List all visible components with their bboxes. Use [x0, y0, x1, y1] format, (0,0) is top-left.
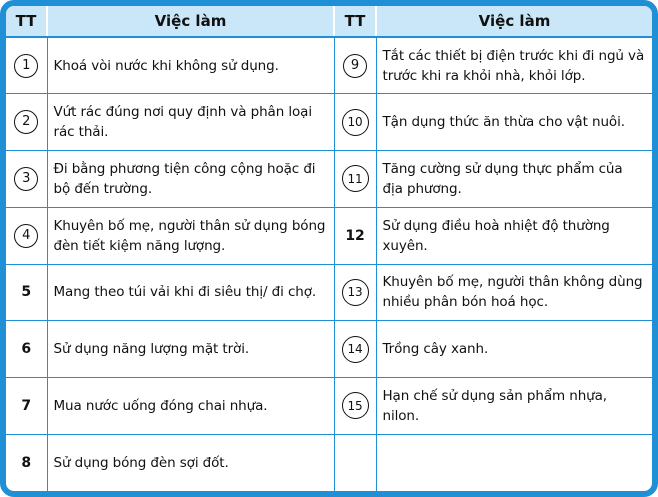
header-tt-left: TT	[6, 6, 47, 37]
right-number: 14	[342, 336, 369, 363]
left-number-cell	[6, 207, 47, 264]
left-number: 4	[14, 224, 38, 248]
right-activity: Sử dụng điều hoà nhiệt độ thường xuyên.	[376, 207, 652, 264]
table-body	[6, 37, 652, 491]
right-activity	[376, 434, 652, 491]
right-activity: Tăng cường sử dụng thực phẩm của địa phương.	[376, 151, 652, 208]
left-activity: Sử dụng năng lượng mặt trời.	[47, 321, 334, 378]
table-row	[6, 207, 652, 264]
left-activity: Mang theo túi vải khi đi siêu thị/ đi chợ.	[47, 264, 334, 321]
right-number-cell	[334, 94, 376, 151]
left-number: 6	[21, 341, 32, 358]
left-number-cell	[6, 264, 47, 321]
left-number-cell	[6, 37, 47, 94]
right-number-cell	[334, 37, 376, 94]
header-tt-right: TT	[334, 6, 376, 37]
header-job-right: Việc làm	[376, 6, 652, 37]
header-job-left: Việc làm	[47, 6, 334, 37]
left-number-cell	[6, 321, 47, 378]
right-number: 15	[342, 392, 369, 419]
table-row	[6, 321, 652, 378]
table-row	[6, 151, 652, 208]
right-number: 9	[343, 54, 367, 78]
right-number-cell	[334, 378, 376, 435]
table-row	[6, 434, 652, 491]
table-row	[6, 378, 652, 435]
right-number: 13	[342, 279, 369, 306]
table-row	[6, 37, 652, 94]
left-activity: Khoá vòi nước khi không sử dụng.	[47, 37, 334, 94]
table-row	[6, 264, 652, 321]
right-activity: Trồng cây xanh.	[376, 321, 652, 378]
right-number-cell	[334, 151, 376, 208]
left-number-cell	[6, 151, 47, 208]
left-number: 7	[21, 397, 32, 414]
left-number: 8	[21, 454, 32, 471]
right-number-cell	[334, 264, 376, 321]
left-number-cell	[6, 94, 47, 151]
table-row	[6, 94, 652, 151]
left-activity: Khuyên bố mẹ, người thân sử dụng bóng đèn tiết kiệm năng lượng.	[47, 207, 334, 264]
left-number-cell	[6, 378, 47, 435]
header-row	[6, 6, 652, 37]
right-number: 11	[342, 165, 369, 192]
activities-table	[6, 6, 652, 491]
left-number: 3	[14, 167, 38, 191]
left-activity: Vứt rác đúng nơi quy định và phân loại rác thải.	[47, 94, 334, 151]
left-number: 1	[14, 54, 38, 78]
left-number: 2	[14, 110, 38, 134]
right-number: 12	[345, 227, 365, 244]
left-number-cell	[6, 434, 47, 491]
left-activity: Sử dụng bóng đèn sợi đốt.	[47, 434, 334, 491]
right-number-cell	[334, 207, 376, 264]
right-activity: Khuyên bố mẹ, người thân không dùng nhiều phân bón hoá học.	[376, 264, 652, 321]
right-activity: Hạn chế sử dụng sản phẩm nhựa, nilon.	[376, 378, 652, 435]
left-activity: Đi bằng phương tiện công cộng hoặc đi bộ đến trường.	[47, 151, 334, 208]
right-activity: Tắt các thiết bị điện trước khi đi ngủ và trước khi ra khỏi nhà, khỏi lớp.	[376, 37, 652, 94]
right-activity: Tận dụng thức ăn thừa cho vật nuôi.	[376, 94, 652, 151]
right-number-cell	[334, 321, 376, 378]
right-number: 10	[342, 109, 369, 136]
left-activity: Mua nước uống đóng chai nhựa.	[47, 378, 334, 435]
left-number: 5	[21, 284, 32, 301]
right-number-cell	[334, 434, 376, 491]
